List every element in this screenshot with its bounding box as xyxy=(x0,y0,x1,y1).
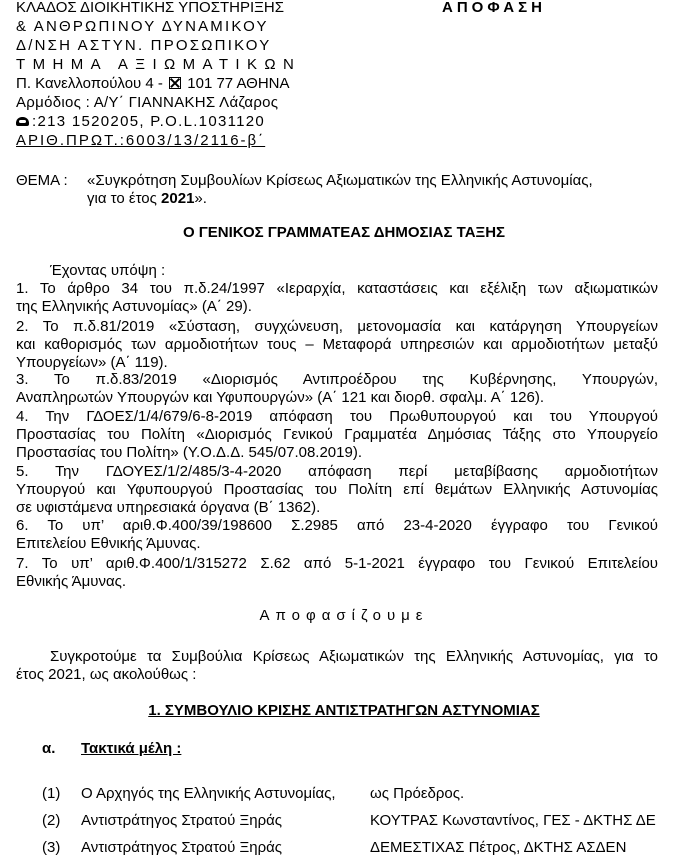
member-3-role: Αντιστράτηγος Στρατού Ξηράς xyxy=(81,839,283,856)
decision-label: ΑΠΟΦΑΣΗ xyxy=(442,0,546,16)
item-4-line2: Προστασίας του Πολίτη «Διορισμός Γενικού Γραμματέα Δημόσιας Τάξης στο Υπουργείο xyxy=(16,426,658,443)
member-3-detail: ΔΕΜΕΣΤΙΧΑΣ Πέτρος, ΔΚΤΗΣ ΑΣΔΕΝ xyxy=(370,839,627,856)
item-5-line3: σε υφιστάμενα υπηρεσιακά όργανα (Β΄ 1362). xyxy=(16,499,321,516)
subsection-title: Τακτικά μέλη : xyxy=(81,740,182,757)
decide-heading: Αποφασίζουμε xyxy=(259,607,429,624)
header-address xyxy=(16,75,290,93)
item-5-line2: Υπουργού και Υφυπουργού Προστασίας του Πολίτη επί θεμάτων Ελληνικής Αστυνομίας xyxy=(16,481,658,498)
item-3-line1: 3. Το π.δ.83/2019 «Διορισμός Αντιπροέδρου της Κυβέρνησης, Υπουργών, xyxy=(16,371,658,388)
item-7-line2: Εθνικής Άμυνας. xyxy=(16,573,127,590)
subsection-letter: α. xyxy=(42,740,56,757)
authority-title: Ο ΓΕΝΙΚΟΣ ΓΡΑΜΜΑΤΕΑΣ ΔΗΜΟΣΙΑΣ ΤΑΞΗΣ xyxy=(182,224,506,241)
phone-numbers: :213 1520205, P.O.L.1031120 xyxy=(32,113,266,130)
member-1-role: Ο Αρχηγός της Ελληνικής Αστυνομίας, xyxy=(81,785,336,802)
body-line1: Συγκροτούμε τα Συμβούλια Κρίσεως Αξιωματικών της Ελληνικής Αστυνομίας, για το xyxy=(50,648,658,665)
item-6-line1: 6. Το υπ’ αριθ.Φ.400/39/198600 Σ.2985 από 23-4-2020 έγγραφο του Γενικού xyxy=(16,517,658,534)
item-4-line3: Προστασίας του Πολίτη» (Υ.Ο.Δ.Δ. 545/07.08.2019). xyxy=(16,444,362,461)
header-department: ΤΜΗΜΑ ΑΞΙΩΜΑΤΙΚΩΝ xyxy=(16,56,302,73)
item-6-line2: Επιτελείου Εθνικής Άμυνας. xyxy=(16,535,201,552)
item-1-line2: της Ελληνικής Αστυνομίας» (Α΄ 29). xyxy=(16,298,252,315)
considering-heading: Έχοντας υπόψη : xyxy=(50,262,166,279)
protocol-number: ΑΡΙΘ.ΠΡΩΤ.:6003/13/2116-β΄ xyxy=(16,132,266,149)
subject-text-suffix: ». xyxy=(194,190,207,207)
body-line2: έτος 2021, ως ακολούθως : xyxy=(16,666,197,683)
member-3-number: (3) xyxy=(42,839,61,856)
phone-icon xyxy=(16,117,29,126)
item-5-line1: 5. Την ΓΔΟΥΕΣ/1/2/485/3-4-2020 απόφαση περί μεταβίβασης αρμοδιοτήτων xyxy=(16,463,658,480)
item-2-line2: και καθορισμός των αρμοδιοτήτων τους – Μεταφορά υπηρεσιών και αρμοδιοτήτων μεταξύ xyxy=(16,336,658,353)
member-2-number: (2) xyxy=(42,812,61,829)
item-2-line3: Υπουργείων» (Α΄ 119). xyxy=(16,354,168,371)
address-street: Π. Κανελλοπούλου 4 - xyxy=(16,75,168,92)
member-2-role: Αντιστράτηγος Στρατού Ξηράς xyxy=(81,812,283,829)
header-subdivision: & ΑΝΘΡΩΠΙΝΟΥ ΔΥΝΑΜΙΚΟΥ xyxy=(16,18,269,35)
header-contact: Αρμόδιος : Α/Υ΄ ΓΙΑΝΝΑΚΗΣ Λάζαρος xyxy=(16,94,279,111)
member-1-detail: ως Πρόεδρος. xyxy=(370,785,465,802)
address-city: 101 77 ΑΘΗΝΑ xyxy=(183,75,290,92)
subject-text-line2 xyxy=(87,190,207,207)
subject-year: 2021 xyxy=(161,190,195,207)
subject-text-prefix: για το έτος xyxy=(87,190,162,207)
item-7-line1: 7. Το υπ’ αριθ.Φ.400/1/315272 Σ.62 από 5-1-2021 έγγραφο του Γενικού Επιτελείου xyxy=(16,555,658,572)
header-phone xyxy=(16,113,265,131)
header-division: ΚΛΑΔΟΣ ΔΙΟΙΚΗΤΙΚΗΣ ΥΠΟΣΤΗΡΙΞΗΣ xyxy=(16,0,285,16)
item-1-line1: 1. Το άρθρο 34 του π.δ.24/1997 «Ιεραρχία, καταστάσεις και εξέλιξη των αξιωματικών xyxy=(16,280,658,297)
item-2-line1: 2. Το π.δ.81/2019 «Σύσταση, συγχώνευση, μετονομασία και κατάργηση Υπουργείων xyxy=(16,318,658,335)
section-title: 1. ΣΥΜΒΟΥΛΙΟ ΚΡΙΣΗΣ ΑΝΤΙΣΤΡΑΤΗΓΩΝ ΑΣΤΥΝΟΜΙΑΣ xyxy=(148,702,540,719)
member-2-detail: ΚΟΥΤΡΑΣ Κωνσταντίνος, ΓΕΣ - ΔΚΤΗΣ ΔΕ xyxy=(370,812,656,829)
subject-text-line1: «Συγκρότηση Συμβουλίων Κρίσεως Αξιωματικών της Ελληνικής Αστυνομίας, xyxy=(87,172,593,189)
header-directorate: Δ/ΝΣΗ ΑΣΤΥΝ. ΠΡΟΣΩΠΙΚΟΥ xyxy=(16,37,272,54)
envelope-icon xyxy=(169,77,181,89)
item-3-line2: Αναπληρωτών Υπουργών και Υφυπουργών» (Α΄ 121 και διορθ. σφαλμ. Α΄ 126). xyxy=(16,389,545,406)
item-4-line1: 4. Την ΓΔΟΕΣ/1/4/679/6-8-2019 απόφαση του Πρωθυπουργού και του Υπουργού xyxy=(16,408,658,425)
member-1-number: (1) xyxy=(42,785,61,802)
subject-label: ΘΕΜΑ : xyxy=(16,172,68,189)
